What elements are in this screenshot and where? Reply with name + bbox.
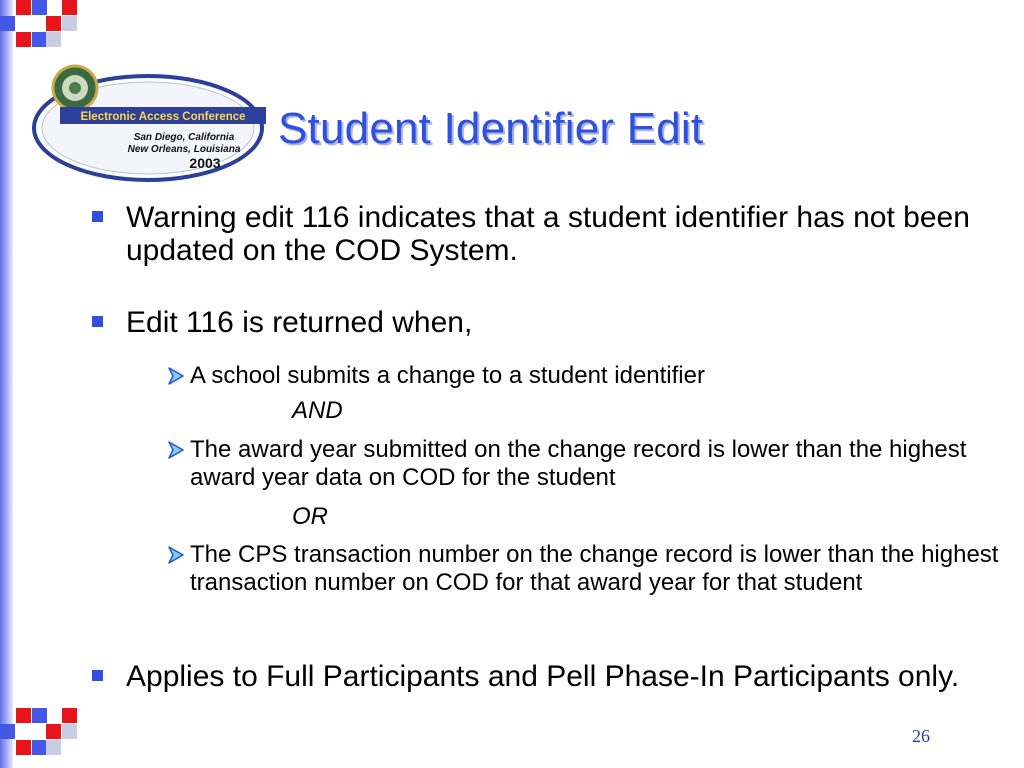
bullet-text: Applies to Full Participants and Pell Phase-In Participants only.	[126, 660, 960, 693]
arrow-bullet-icon	[166, 545, 186, 565]
left-gradient-bar	[0, 0, 13, 768]
conjunction-or: OR	[292, 503, 328, 530]
seal-icon	[53, 66, 97, 110]
conference-logo	[30, 62, 270, 187]
arrow-bullet-icon	[166, 440, 186, 460]
logo-city-2: New Orleans, Louisiana	[127, 144, 241, 155]
page-number: 26	[912, 726, 930, 746]
logo-year: 2003	[189, 155, 221, 171]
bottom-checker-decoration	[0, 708, 80, 762]
logo-city-1: San Diego, California	[133, 132, 235, 143]
bullet-square-icon	[92, 670, 103, 681]
logo-conference-text: Electronic Access Conference	[80, 111, 246, 123]
bullet-item	[92, 201, 1022, 267]
bullet-item	[92, 306, 1022, 339]
bullet-square-icon	[92, 211, 103, 222]
sub-bullet-item	[166, 362, 1016, 390]
conjunction-and: AND	[292, 397, 343, 424]
sub-bullet-item	[166, 541, 1016, 597]
bullet-text: Edit 116 is returned when,	[126, 306, 473, 339]
bullet-text: Warning edit 116 indicates that a student identifier has not been updated on the COD System.	[126, 201, 970, 267]
bullet-square-icon	[92, 316, 103, 327]
bullet-item	[92, 660, 1022, 693]
arrow-bullet-icon	[166, 366, 186, 386]
sub-bullet-item	[166, 436, 1016, 492]
sub-bullet-text: A school submits a change to a student identifier	[190, 362, 705, 389]
top-checker-decoration	[0, 0, 80, 54]
sub-bullet-text: The award year submitted on the change record is lower than the highest award year data on COD for the student	[190, 436, 967, 491]
sub-bullet-text: The CPS transaction number on the change record is lower than the highest transaction number on COD for that award year for that student	[190, 541, 999, 596]
slide-title: Student Identifier Edit	[278, 104, 704, 153]
